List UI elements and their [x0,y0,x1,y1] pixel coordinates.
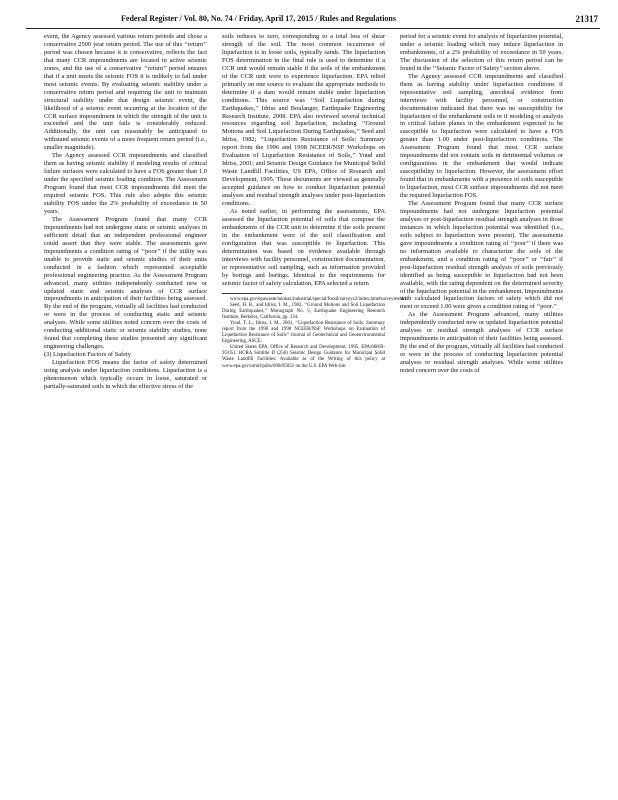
footnote: Youd, T. L., Idriss, I. M., 2001, ‘‘Liquefaction Resistance of Soils: Summary report from the 1996 and 1998 NCEER/NSF Workshops on Evaluation of Liquefaction Resistance of Soils’’ Journal of Geotechnical and Geoenvironmental Engineering, ASCE. [222,320,385,345]
section-heading: (3) Liquefaction Factors of Safety [44,351,131,359]
header-title: Federal Register / Vol. 80, No. 74 / Friday, April 17, 2015 / Rules and Regulations [121,14,396,23]
footnote: Seed, H. B., and Idriss, I. M., 1982, ‘‘Ground Motions and Soil Liquefaction During Earthquakes,’’ Monograph No. 5, Earthquake Engineering Research Institute, Berkeley, California, pp. 134. [222,302,385,320]
column-1 [44,33,207,793]
footnote: www.epa.gov/epawaste/nonhaz/industrial/special/fossil/surveys2/index.htm#surveyresults. [230,296,408,302]
paragraph: The Assessment Program found that many CCR impoundments had not undergone static or seismic analyses in sufficient detail that an independent professional engineer could assert that they were stable. The assessments gave impoundments a condition rating of ‘‘poor’’ if the utility was unable to provide static and seismic studies of their units conducted in a fashion which represented acceptable professional engineering practice. As the Assessment Program advanced, many utilities independently conducted new or updated static and seismic analyses of CCR surface impoundments in anticipation of their facilities being assessed. By the end of the program, virtually all facilities had conducted or were in the process of conducting static and seismic analyses. While some utilities noted concern over the costs of conducting additional static or seismic stability studies, none found that completing these studies presented any significant engineering challenges. [44,215,207,351]
column-2 [222,33,408,793]
paragraph: soils reduces to zero, corresponding to a total loss of shear strength of the soil. The most common occurrence of liquefaction is in loose soils, typically sands. The liquefaction FOS determination in the final rule is used to determine if a CCR unit would remain stable if the soils of the embankment of the CCR unit were to experience liquefaction. EPA relied primarily on one source to evaluate the appropriate methods to determine if a dam would remain stable under liquefaction conditions. This source was ‘‘Soil Liquefaction during Earthquakes,’’ Idriss and Boulanger, Earthquake Engineering Research Institute, 2008. EPA also reviewed several technical resources regarding soil liquefaction, including ‘‘Ground Motions and Soil Liquefaction During Earthquakes,’’ Seed and Idriss, 1982; ‘‘Liquefaction Resistance of Soils: Summary report from the 1996 and 1998 NCEER/NSF Workshops on Evaluation of Liquefaction Resistance of Soils,’’ Youd and Idriss, 2001; and Seismic Design Guidance for Municipal Solid Waste Landfill Facilities, US EPA, Office of Research and Development, 1995. These documents are viewed as generally accepted guidance on how to conduct liquefaction potential analyses and residual strength analyses under post-liquefaction conditions. [222,33,385,208]
paragraph: As noted earlier, in performing the assessments, EPA assessed the liquefaction potential of soils that compose the embankments of the CCR unit to determine if the soils present in the embankment were of the soil classification and configuration that was susceptible to liquefaction. This determination was based on evidence available through interviews with facility personnel, construction documentation, or representative soil sampling, such as information provided by borings and borings. Identical to the requirements for seismic factor of safety calculation, EPA selected a return [222,207,385,287]
paragraph: The Agency assessed CCR impoundments and classified them as having stability under liquefaction conditions if representative soil sampling, anecdotal evidence from interviews with facility personnel, or construction documentation indicated that there was no susceptibility for liquefaction of the embankment soils or if modeling or analysis in critical failure planes in the embankment expected to be susceptible to liquefaction were calculated to have a FOS greater than 1.00 under post-liquefaction conditions. The Assessment Program found that most CCR surface impoundments did not contain soils in detrimental volumes or configurations in the embankment that would indicate susceptibility to liquefaction. However, the assessment effort found that in embankments with a presence of soils susceptible to liquefaction, most CCR surface impoundments did not meet the required liquefaction FOS. [400,72,563,200]
header-rule [26,28,600,29]
paragraph: Liquefaction FOS means the factor of safety determined using analysis under liquefaction conditions. Liquefaction is a phenomenon which typically occurs in loose, saturated or partially-saturated soils in which the effective stress of the [44,359,207,390]
paragraph: The Assessment Program found that many CCR surface impoundments had not undergone liquefaction potential analyses or post-liquefaction residual strength analyses in those instances in which liquefaction potential was identified (i.e., soils subject to liquefaction were present). The assessments gave impoundments a condition rating of ‘‘poor’’ if there was no information available to characterize the soils of the embankment, and a condition rating of ‘‘poor’’ or ‘‘fair’’ if post-liquefaction residual strength analysis of soils previously identified as being susceptible to liquefaction had not been available, with the rating dependent on the determined severity of the liquefaction potential in the embankment. Impoundments with calculated liquefaction factors of safety which did not meet or exceed 1.00 were given a condition rating of ‘‘poor.’’ [400,200,563,311]
column-3 [400,33,563,793]
page-header [26,14,600,28]
page-number: 21317 [575,14,598,24]
footnote-rule [222,293,282,294]
paragraph: event, the Agency assessed various return periods and chose a conservative 2500 year return period. The use of this ‘‘return’’ period was chosen because it is conservative, reflects the fact that many CCR impoundments are located in active seismic zones, and the use of a conservative ‘‘return’’ period ensures that if a unit meets the seismic FOS it is unlikely to fail under most seismic events. By evaluating seismic stability under a conservative return period and requiring the unit to maintain structural stability under that design seismic event, the likelihood of a seismic event occurring at the location of the CCR surface impoundment in which the strength of the unit is exceeded and the unit fails is considerably reduced. Additionally, the unit can reasonably be anticipated to withstand seismic events of a more frequent return period (i.e., smaller magnitude). [44,33,207,152]
paragraph: period for a seismic event for analysis of liquefaction potential, under a seismic loading which may induce liquefaction in embankments, of a 2% probability of exceedance in 50 years. The discussion of the selection of this return period can be found in the ‘‘Seismic Factor of Safety’’ section above. [400,33,563,72]
paragraph: The Agency assessed CCR impoundments and classified them as having seismic stability if modeling results of critical failure surfaces were calculated to have a FOS greater than 1.0 under the specified seismic loading condition. The Assessment Program found that most CCR impoundments did meet the required seismic FOS. This rule also adopts this seismic stability FOS under the 2% probability of exceedance in 50 years. [44,152,207,215]
paragraph: As the Assessment Program advanced, many utilities independently conducted new or updated liquefaction potential analyses or residual strength analyses of CCR surface impoundments in anticipation of their facilities being assessed. By the end of the program, virtually all facilities had conducted or were in the process of conducting liquefaction potential analyses or residual strength analyses. While some utilities noted concern over the costs of [400,311,563,375]
footnote: United States EPA, Office of Research and Development, 1995. EPA/600/R-95/051. RCRA Subtitle D (258) Seismic Design Guidance for Municipal Solid Waste Landfill Facilities. Available as of the Writing of this policy at www.epa.gov/nrmrl/pubs/600r95051 on the U.S. EPA Web site. [222,345,385,369]
